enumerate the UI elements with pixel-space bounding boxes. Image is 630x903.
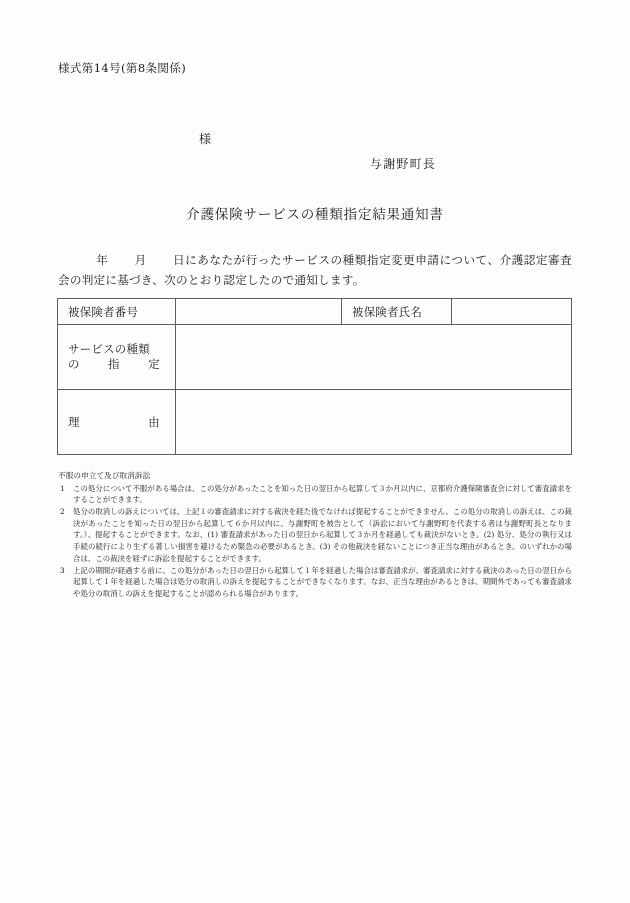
note-text: 上記の期間が経過する前に、この処分があった日の翌日から起算して１年を経過した場合は審査請求が、審査請求に対する裁決のあった日の翌日から起算して１年を経過した場合は処分の取消しの訴えを提起することができなくなります。なお、正当な理由があるときは、期間外であっても審査請求や処分の取消しの訴えを提起することが認められる場合があります。 [73,565,572,598]
note-number: 1 [60,483,65,493]
service-type-label [58,325,176,390]
appeal-notes-heading: 不服の申立て及び取消訴訟 [58,471,151,480]
body-line-1: にあなたが行ったサービスの種類指定変更申請について、介護認定審査会の判 [58,253,572,287]
service-type-label-char-b: 指 [108,357,149,371]
service-type-label-char-c: 定 [148,357,160,371]
list-item [58,506,572,564]
body-line-2: 定に基づき、次のとおり認定したので通知します。 [93,273,365,287]
reason-value[interactable] [176,390,572,455]
insured-name-label: 被保険者氏名 [342,299,452,325]
form-number: 様式第14号(第8条関係) [58,61,187,75]
reason-label [58,390,176,455]
service-type-label-line2 [68,357,160,372]
notification-table [57,298,572,455]
service-type-value[interactable] [176,325,572,390]
note-text: この処分について不服がある場合は、この処分があったことを知った日の翌日から起算して３か月以内に、京都府介護保険審査会に対して審査請求をすることができます。 [73,483,572,505]
reason-label-char-a: 理 [68,415,149,429]
service-type-label-char-a: の [68,357,109,371]
list-item [58,565,572,600]
note-text: 処分の取消しの訴えについては、上記１の審査請求に対する裁決を経た後でなければ提起することができません。この処分の取消しの訴えは、この裁決があったことを知った日の翌日から起算して６か月以内に、与謝野町を被告として（訴訟において与謝野町を代表する者は与謝野町長となります。）、提起することができます。なお、(1) 審査請求があった日の翌日から起算して３か月を経過しても裁決がないとき。(2) 処分、処分の執行又は手続の続行により生ずる著しい損害を避けるため緊急の必要があるとき。(3) その他裁決を経ないことにつき正当な理由があるとき。のいずれかの場合は、この裁決を経ずに訴訟を提起することができます。 [73,507,572,563]
day-label: 日 [172,253,186,267]
table-row [58,325,572,390]
note-number: 2 [60,507,65,517]
insured-name-value[interactable] [452,299,572,325]
insured-number-label: 被保険者番号 [58,299,176,325]
issuer-name: 与謝野町長 [370,157,437,171]
addressee-honorific: 様 [199,132,212,146]
year-label: 年 [96,253,109,267]
table-row [58,390,572,455]
insured-number-value[interactable] [176,299,342,325]
reason-label-char-b: 由 [148,415,160,429]
table-row [58,299,572,325]
body-paragraph [58,250,572,290]
month-label: 月 [134,253,147,267]
note-number: 3 [60,565,65,575]
appeal-notes [58,470,572,600]
service-type-label-line1: サービスの種類 [68,342,150,356]
page-title: 介護保険サービスの種類指定結果通知書 [186,207,444,223]
list-item [58,483,572,506]
